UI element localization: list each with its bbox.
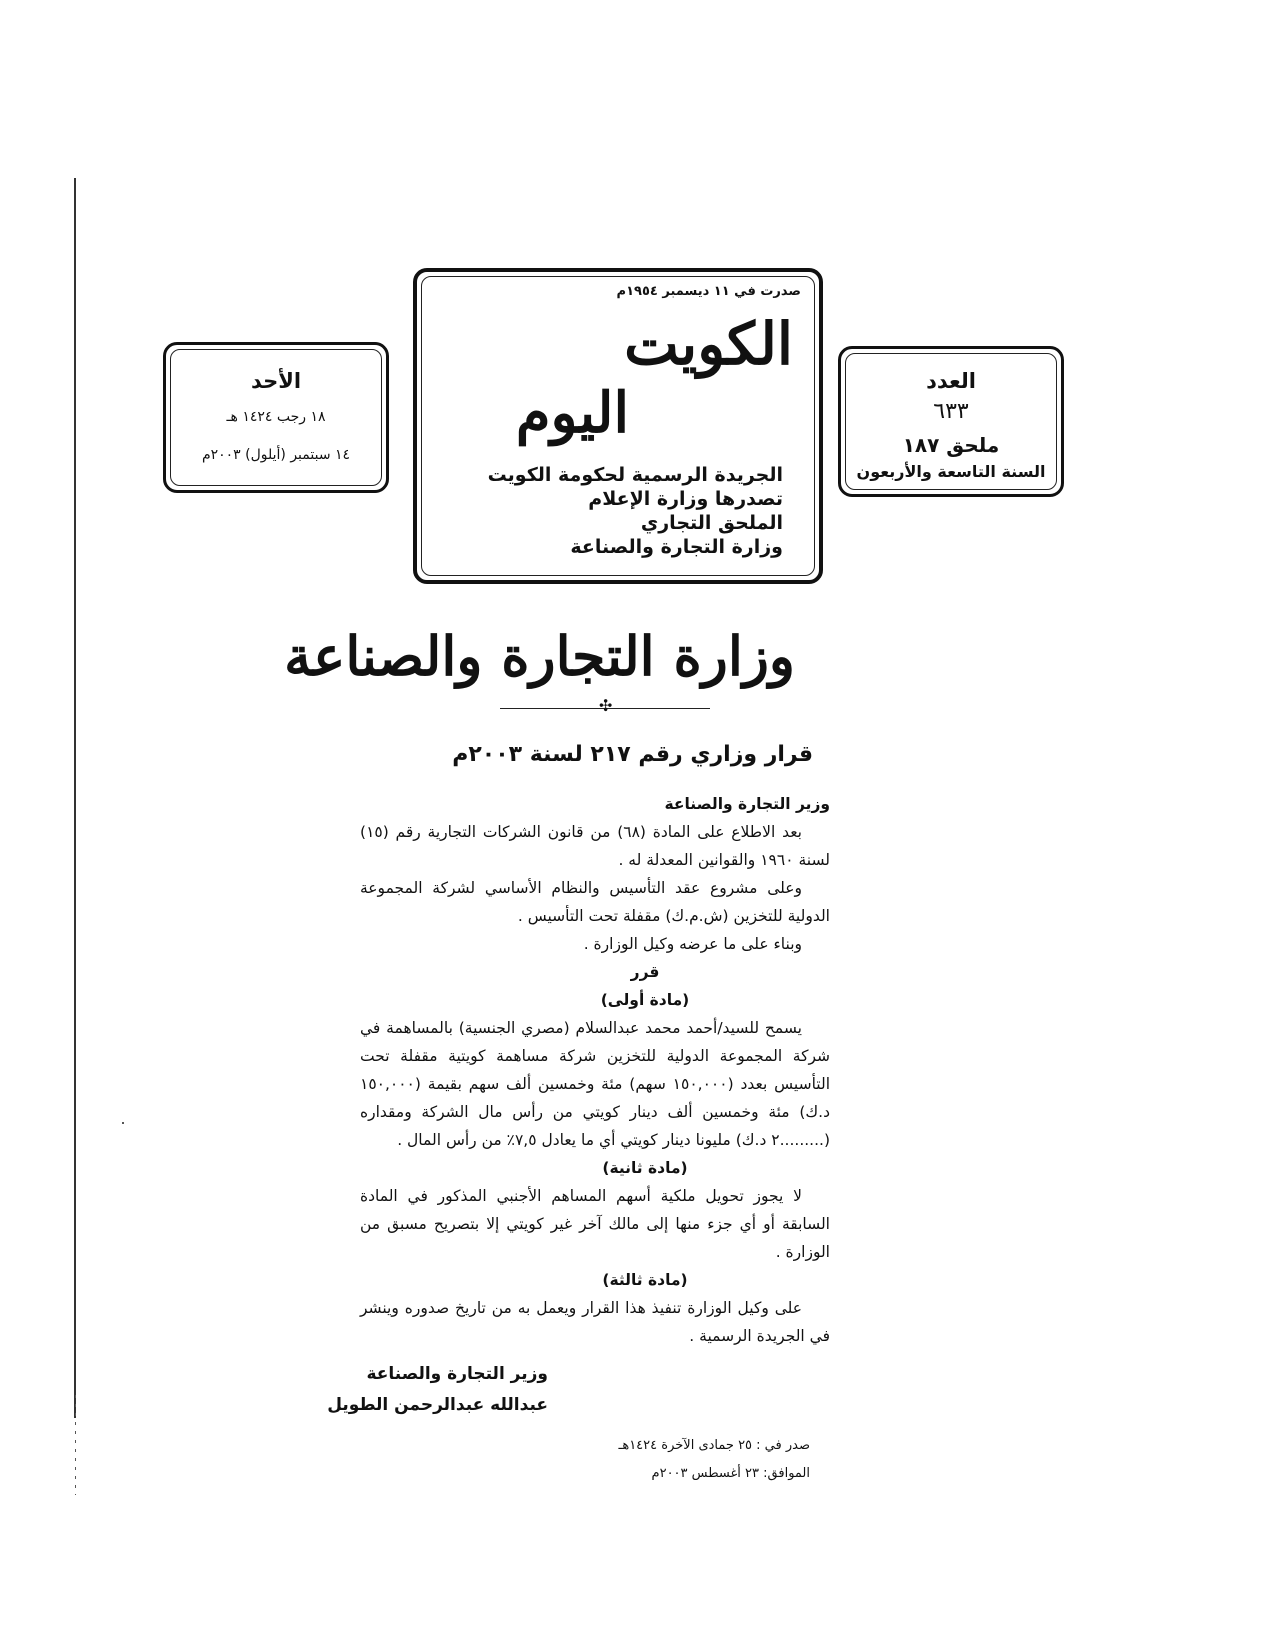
decree-body bbox=[360, 790, 830, 1350]
article-heading: (مادة أولى) bbox=[600, 991, 690, 1009]
decided-heading: قرر bbox=[630, 963, 660, 981]
masthead-subtitle: الملحق التجاري bbox=[640, 512, 783, 534]
margin-ticks bbox=[75, 1395, 76, 1495]
ornament-icon: ✣ bbox=[599, 696, 613, 715]
issuer-line: وزير التجارة والصناعة bbox=[664, 795, 830, 813]
issue-box bbox=[838, 346, 1064, 497]
supplement-number: ملحق ١٨٧ bbox=[902, 433, 1000, 457]
left-margin-line bbox=[74, 178, 76, 1418]
issue-number: ٦٣٣ bbox=[933, 399, 969, 424]
issued-gregorian-date: الموافق: ٢٣ أغسطس ٢٠٠٣م bbox=[651, 1466, 810, 1481]
masthead-subtitle: تصدرها وزارة الإعلام bbox=[588, 488, 783, 510]
publication-year: السنة التاسعة والأربعون bbox=[856, 462, 1046, 481]
article-heading: (مادة ثالثة) bbox=[602, 1271, 688, 1289]
preamble-paragraph: وعلى مشروع عقد التأسيس والنظام الأساسي لشركة المجموعة الدولية للتخزين (ش.م.ك) مقفلة تحت التأسيس . bbox=[360, 879, 830, 925]
scan-speck bbox=[122, 1122, 124, 1124]
signatory-title: وزير التجارة والصناعة bbox=[366, 1364, 548, 1384]
article-text: يسمح للسيد/أحمد محمد عبدالسلام (مصري الجنسية) بالمساهمة في شركة المجموعة الدولية للتخزين شركة مساهمة كويتية مقفلة تحت التأسيس بعدد (١٥٠,٠٠٠ سهم) مئة وخمسين ألف سهم بقيمة (١٥٠,٠٠٠ د.ك) مئة وخمسين ألف دينار كويتي من رأس مال الشركة ومقداره (.........٢ د.ك) مليونا دينار كويتي أي ما يعادل ٧,٥٪ من رأس المال . bbox=[360, 1019, 831, 1149]
gregorian-date: ١٤ سبتمبر (أيلول) ٢٠٠٣م bbox=[201, 447, 351, 463]
signatory-name: عبدالله عبدالرحمن الطويل bbox=[327, 1395, 548, 1415]
masthead-box bbox=[413, 268, 823, 584]
preamble-paragraph: وبناء على ما عرضه وكيل الوزارة . bbox=[583, 935, 802, 953]
masthead-title-today: اليوم bbox=[515, 380, 629, 446]
day-name: الأحد bbox=[250, 369, 302, 393]
article-text: على وكيل الوزارة تنفيذ هذا القرار ويعمل به من تاريخ صدوره وينشر في الجريدة الرسمية . bbox=[360, 1299, 830, 1345]
founded-date: صدرت في ١١ ديسمبر ١٩٥٤م bbox=[616, 284, 801, 299]
article-text: لا يجوز تحويل ملكية أسهم المساهم الأجنبي المذكور في المادة السابقة أو أي جزء منها إلى مالك آخر غير كويتي إلا بتصريح مسبق من الوزارة . bbox=[360, 1187, 830, 1261]
preamble-paragraph: بعد الاطلاع على المادة (٦٨) من قانون الشركات التجارية رقم (١٥) لسنة ١٩٦٠ والقوانين المعدلة له . bbox=[360, 823, 830, 869]
date-box bbox=[163, 342, 389, 493]
article-heading: (مادة ثانية) bbox=[602, 1159, 688, 1177]
ministry-heading: وزارة التجارة والصناعة bbox=[284, 624, 795, 688]
issued-hijri-date: صدر في : ٢٥ جمادى الآخرة ١٤٢٤هـ bbox=[618, 1438, 810, 1453]
masthead-title-kuwait: الكويت bbox=[624, 310, 793, 378]
masthead-subtitle: وزارة التجارة والصناعة bbox=[570, 536, 783, 558]
issue-label: العدد bbox=[926, 369, 976, 393]
hijri-date: ١٨ رجب ١٤٢٤ هـ bbox=[226, 409, 326, 425]
masthead-subtitle: الجريدة الرسمية لحكومة الكويت bbox=[487, 464, 783, 486]
decree-title: قرار وزاري رقم ٢١٧ لسنة ٢٠٠٣م bbox=[452, 742, 813, 767]
